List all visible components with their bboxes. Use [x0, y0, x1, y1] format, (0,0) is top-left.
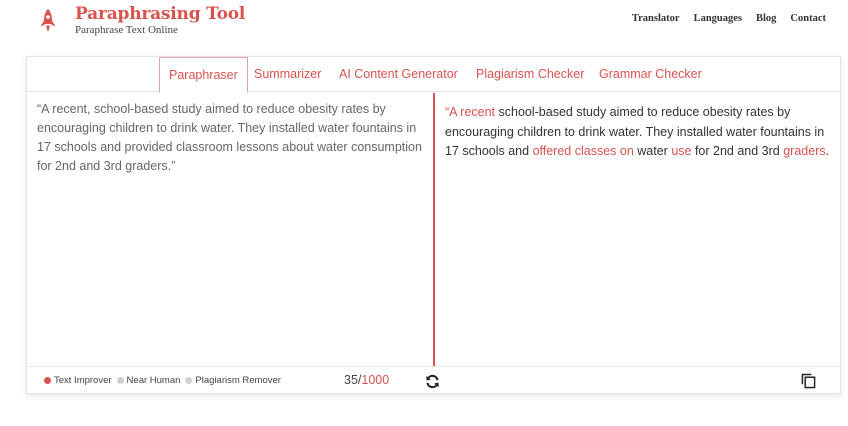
top-nav [632, 13, 826, 24]
tab-summarizer[interactable]: Summarizer [254, 67, 322, 81]
mode-radio-dot[interactable] [117, 377, 124, 384]
refresh-icon[interactable] [424, 373, 441, 390]
changed-phrase[interactable]: use [671, 144, 692, 158]
word-count-max: 1000 [361, 373, 390, 387]
mode-radio-dot[interactable] [44, 377, 51, 384]
unchanged-text: school-based study aimed to reduce obesity rates by encouraging children to drink water. They installed water fountains in 17 schools and [445, 105, 825, 158]
word-counter: 35/1000 [344, 373, 390, 387]
tab-paraphraser[interactable]: Paraphraser [159, 57, 248, 93]
changed-phrase[interactable]: offered classes on [532, 144, 634, 158]
mode-plagiarism-remover[interactable] [185, 375, 281, 386]
output-text[interactable] [445, 103, 830, 162]
mode-radio-dot[interactable] [185, 377, 192, 384]
changed-phrase[interactable]: graders [783, 144, 826, 158]
word-count-current: 35 [344, 373, 358, 387]
mode-label: Near Human [126, 375, 181, 386]
tab-ai-content-generator[interactable]: AI Content Generator [339, 67, 458, 81]
mode-text-improver[interactable] [44, 375, 112, 386]
tab-plagiarism-checker[interactable]: Plagiarism Checker [476, 67, 585, 81]
brand-title[interactable]: Paraphrasing Tool [75, 4, 246, 24]
output-pane [435, 93, 840, 365]
mode-label: Text Improver [54, 375, 112, 386]
unchanged-text: water [633, 144, 672, 158]
mode-label: Plagiarism Remover [195, 375, 281, 386]
changed-phrase[interactable]: “A recent [445, 105, 496, 119]
tool-tabs [27, 57, 840, 92]
paraphraser-card [26, 56, 841, 394]
nav-link-contact[interactable]: Contact [790, 13, 826, 24]
tab-grammar-checker[interactable]: Grammar Checker [599, 67, 702, 81]
nav-link-languages[interactable]: Languages [693, 13, 742, 24]
unchanged-text: . [825, 144, 830, 158]
bottom-toolbar [27, 366, 840, 394]
nav-link-blog[interactable]: Blog [756, 13, 777, 24]
input-pane[interactable] [27, 93, 433, 365]
nav-link-translator[interactable]: Translator [631, 13, 680, 24]
brand-subtitle: Paraphrase Text Online [75, 24, 178, 36]
input-textarea[interactable]: “A recent, school-based study aimed to reduce obesity rates by encouraging children to drink water. They installed water fountains in 17 schools and provided classroom lessons about water consumption for 2nd and 3rd graders.” [37, 102, 422, 173]
mode-selector [44, 375, 281, 386]
copy-icon[interactable] [801, 373, 816, 389]
site-header [0, 0, 848, 44]
unchanged-text: for 2nd and 3rd [691, 144, 784, 158]
rocket-icon[interactable] [37, 8, 59, 34]
mode-near-human[interactable] [117, 375, 181, 386]
